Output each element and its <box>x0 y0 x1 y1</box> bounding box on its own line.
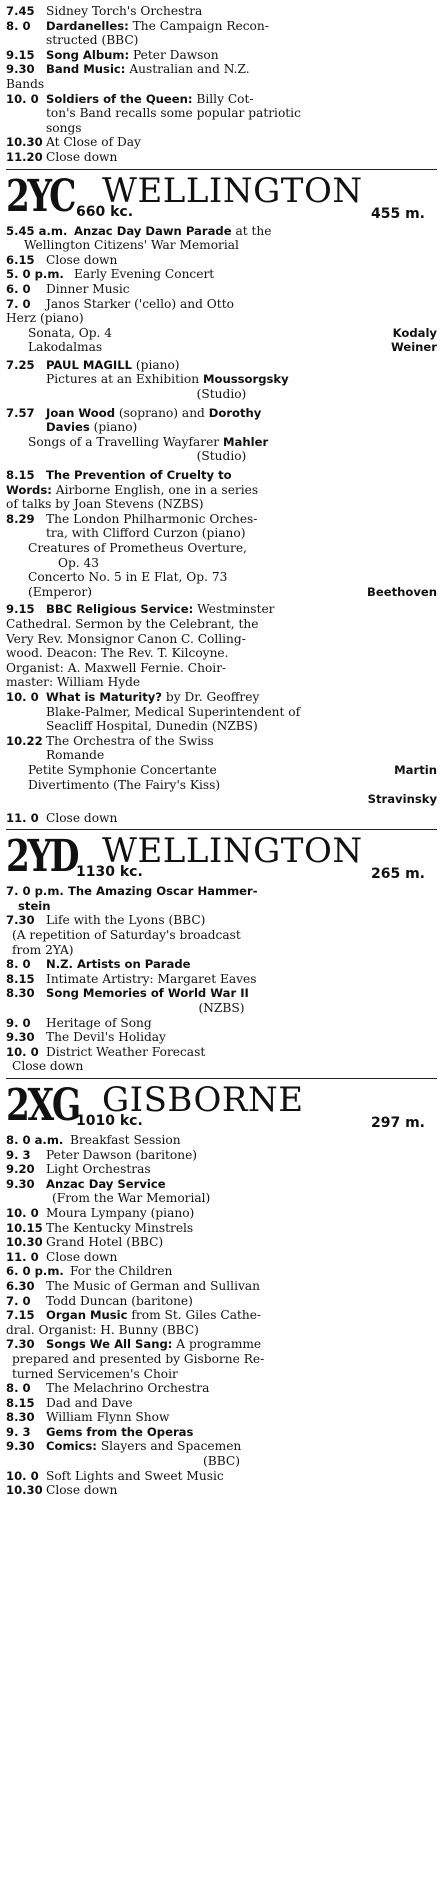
listing-entry <box>6 1483 437 1498</box>
time: 10. 0 <box>6 91 39 106</box>
program-text: Todd Duncan (baritone) <box>46 1293 193 1308</box>
listing-entry <box>6 253 437 268</box>
time: 10.15 <box>6 1220 43 1235</box>
program-text: District Weather Forecast <box>46 1044 206 1059</box>
time: 9.15 <box>6 47 35 62</box>
time: 10.30 <box>6 1483 43 1498</box>
program-text: Close down <box>46 252 118 267</box>
listing-entry <box>6 297 437 326</box>
time: 6. 0 <box>6 281 31 296</box>
work-title: Op. 43 <box>58 555 100 570</box>
program-text: The Kentucky Minstrels <box>46 1220 194 1235</box>
station-city: GISBORNE <box>102 1080 304 1120</box>
program-text: Slayers and Spacemen <box>100 1439 242 1454</box>
work-title: Divertimento (The Fairy's Kiss) <box>28 777 221 792</box>
program-title: Joan Wood <box>46 405 115 420</box>
program-text: Grand Hotel (BBC) <box>46 1235 164 1250</box>
listing-entry <box>6 62 437 91</box>
listing-entry <box>6 1177 437 1206</box>
listing-entry <box>6 267 437 282</box>
program-text: Intimate Artistry: Margaret Eaves <box>46 971 257 986</box>
composer: Beethoven <box>367 584 437 599</box>
work-line <box>6 326 437 341</box>
listing-entry <box>6 135 437 150</box>
time: 9.30 <box>6 62 35 77</box>
program-text: For the Children <box>70 1264 173 1279</box>
composer: Stravinsky <box>367 792 437 807</box>
program-text-cont: Very Rev. Monsignor Canon C. Colling- <box>6 631 246 646</box>
listing-entry <box>6 1264 437 1279</box>
program-text-cont: ton's Band recalls some popular patriotic <box>46 106 301 121</box>
listing-entry <box>6 690 437 734</box>
listing-entry <box>6 48 437 63</box>
time: 7.57 <box>6 405 35 420</box>
program-text: Close down <box>46 1483 118 1498</box>
listing-entry <box>6 1250 437 1265</box>
work-title: Petite Symphonie Concertante <box>28 762 217 777</box>
program-text: The Devil's Holiday <box>46 1030 166 1045</box>
program-text-cont: structed (BBC) <box>46 33 139 48</box>
time: 8.29 <box>6 511 35 526</box>
time: 7.30 <box>6 913 35 928</box>
time: 5.45 a.m. <box>6 223 68 238</box>
program-text-cont: (piano) <box>93 420 138 435</box>
station-call-sign: 2YC <box>6 170 75 222</box>
program-text: (piano) <box>135 357 180 372</box>
section-continued <box>6 4 437 165</box>
time: 10.30 <box>6 1235 43 1250</box>
station-frequency: 1130 kc. <box>76 864 143 881</box>
program-title: The Prevention of Cruelty to <box>46 468 232 483</box>
program-title: PAUL MAGILL <box>46 357 133 372</box>
listing-entry <box>6 1337 437 1381</box>
listing-entry <box>6 358 437 387</box>
program-text: Janos Starker ('cello) and Otto <box>46 296 234 311</box>
listing-entry <box>6 913 437 957</box>
program-text: Moura Lympany (piano) <box>46 1205 195 1220</box>
time: 7. 0 <box>6 296 31 311</box>
work-line <box>6 541 437 556</box>
time: 9. 3 <box>6 1147 31 1162</box>
time: 9.30 <box>6 1030 35 1045</box>
program-text-cont: Seacliff Hospital, Dunedin (NZBS) <box>46 719 258 734</box>
studio-note: (Studio) <box>196 449 247 464</box>
program-text-cont: turned Servicemen's Choir <box>12 1366 178 1381</box>
program-text-cont: (A repetition of Saturday's broadcast <box>12 928 241 943</box>
program-text: The Campaign Recon- <box>132 18 269 33</box>
station-frequency: 1010 kc. <box>76 1113 143 1129</box>
listing-entry <box>6 1133 437 1148</box>
composer: Kodaly <box>392 325 437 340</box>
listing-entry <box>6 1410 437 1425</box>
listing-entry <box>6 986 437 1001</box>
listing-entry <box>6 1308 437 1337</box>
composer: Weiner <box>390 340 437 355</box>
station-header-2yc <box>6 169 437 224</box>
program-text-cont: Wellington Citizens' War Memorial <box>24 238 239 253</box>
program-text: A programme <box>176 1337 262 1352</box>
program-title: Organ Music <box>46 1308 128 1323</box>
time: 7.15 <box>6 1308 35 1323</box>
source-note: (BBC) <box>203 1454 240 1469</box>
station-wavelength: 455 m. <box>370 205 425 222</box>
time: 7. 0 p.m. <box>6 884 64 899</box>
time: 10.30 <box>6 135 43 150</box>
time: 6. 0 p.m. <box>6 1264 64 1279</box>
station-frequency: 660 kc. <box>76 203 134 220</box>
station-call-sign: 2YD <box>6 831 78 883</box>
listing-entry <box>6 884 437 913</box>
time: 10. 0 <box>6 1468 39 1483</box>
program-text-cont: Bands <box>6 76 45 91</box>
time: 10. 0 <box>6 689 39 704</box>
studio-note: (Studio) <box>196 387 247 402</box>
program-text: Close down <box>46 149 118 164</box>
program-text-cont: Organist: A. Maxwell Fernie. Choir- <box>6 660 227 675</box>
listing-entry <box>6 1016 437 1031</box>
time: 11. 0 <box>6 810 39 825</box>
time: 9.30 <box>6 1439 35 1454</box>
program-title: Song Album: <box>46 47 130 62</box>
time: 10. 0 <box>6 1044 39 1059</box>
program-text: At Close of Day <box>46 135 141 150</box>
work-line <box>6 340 437 355</box>
program-text-cont: dral. Organist: H. Bunny (BBC) <box>6 1322 199 1337</box>
program-text: Westminster <box>197 602 275 617</box>
time: 11.20 <box>6 149 43 164</box>
time: 7.30 <box>6 1337 35 1352</box>
program-title: Band Music: <box>46 62 126 77</box>
program-text: Soft Lights and Sweet Music <box>46 1468 224 1483</box>
program-text: Close down <box>46 1249 118 1264</box>
program-title: What is Maturity? <box>46 689 163 704</box>
listing-entry <box>6 734 437 763</box>
station-city: WELLINGTON <box>102 831 363 872</box>
program-text-cont: Romande <box>46 748 105 763</box>
program-text: Peter Dawson (baritone) <box>46 1147 198 1162</box>
time: 9. 3 <box>6 1424 31 1439</box>
program-text: Light Orchestras <box>46 1162 151 1177</box>
program-text-cont: Herz (piano) <box>6 311 84 326</box>
program-text-cont: wood. Deacon: The Rev. T. Kilcoyne. <box>6 646 229 661</box>
radio-listings-page <box>6 4 437 1498</box>
time: 5. 0 p.m. <box>6 267 64 282</box>
program-text-cont: Airborne English, one in a series <box>55 482 259 497</box>
time: 9.20 <box>6 1162 35 1177</box>
time: 9.30 <box>6 1176 35 1191</box>
time: 8.15 <box>6 971 35 986</box>
composer: Martin <box>394 762 437 777</box>
program-text-cont: master: William Hyde <box>6 675 141 690</box>
program-text-cont: of talks by Joan Stevens (NZBS) <box>6 497 204 512</box>
listing-entry <box>6 1162 437 1177</box>
program-title: Anzac Day Service <box>46 1176 166 1191</box>
program-text-cont: Close down <box>12 1059 84 1074</box>
listing-entry <box>6 1425 437 1440</box>
time: 10. 0 <box>6 1205 39 1220</box>
program-title: Words: <box>6 482 52 497</box>
work-line <box>6 570 437 585</box>
listing-entry <box>6 972 437 987</box>
program-text: at the <box>235 223 272 238</box>
program-text: Heritage of Song <box>46 1015 152 1030</box>
listing-entry <box>6 811 437 826</box>
program-text: by Dr. Geoffrey <box>165 689 260 704</box>
work-line <box>6 585 437 600</box>
program-text-cont: songs <box>46 120 82 135</box>
time: 8.30 <box>6 986 35 1001</box>
station-wavelength: 297 m. <box>370 1115 425 1131</box>
program-text: Billy Cot- <box>196 91 254 106</box>
program-title: Songs We All Sang: <box>46 1337 173 1352</box>
program-text: William Flynn Show <box>46 1410 170 1425</box>
listing-entry <box>6 1235 437 1250</box>
station-call-sign: 2XG <box>6 1080 79 1131</box>
work-line <box>6 778 437 793</box>
time: 9. 0 <box>6 1015 31 1030</box>
section-2yc <box>6 224 437 826</box>
station-wavelength: 265 m. <box>370 866 425 883</box>
program-title: The Amazing Oscar Hammer- <box>68 884 258 899</box>
program-text: The Orchestra of the Swiss <box>46 733 214 748</box>
listing-entry <box>6 19 437 48</box>
program-title: Comics: <box>46 1439 97 1454</box>
program-text: Dinner Music <box>46 281 130 296</box>
program-text: (soprano) and <box>118 405 205 420</box>
program-title: Anzac Day Dawn Parade <box>74 223 232 238</box>
composer: Moussorgsky <box>202 372 289 387</box>
program-title: Davies <box>46 420 90 435</box>
time: 8. 0 a.m. <box>6 1133 64 1147</box>
time: 8.15 <box>6 468 35 483</box>
listing-entry <box>6 1045 437 1074</box>
listing-entry <box>6 282 437 297</box>
program-title: Dardanelles: <box>46 18 129 33</box>
program-text: Early Evening Concert <box>74 267 215 282</box>
program-text: Dad and Dave <box>46 1395 133 1410</box>
time: 6.30 <box>6 1278 35 1293</box>
listing-entry <box>6 92 437 136</box>
listing-entry <box>6 1396 437 1411</box>
program-text: Peter Dawson <box>133 47 219 62</box>
time: 7.25 <box>6 357 35 372</box>
time: 7.45 <box>6 4 35 18</box>
listing-entry <box>6 468 437 512</box>
time: 8. 0 <box>6 18 31 33</box>
listing-entry <box>6 1294 437 1309</box>
source-note: (NZBS) <box>198 1001 245 1016</box>
program-text: Sidney Torch's Orchestra <box>46 4 203 18</box>
composer: Mahler <box>223 434 269 449</box>
section-2yd <box>6 884 437 1074</box>
program-title: BBC Religious Service: <box>46 602 194 617</box>
listing-entry <box>6 4 437 19</box>
program-text-cont: from 2YA) <box>12 942 74 957</box>
listing-entry <box>6 1279 437 1294</box>
time: 8. 0 <box>6 957 31 972</box>
program-text-cont: Blake-Palmer, Medical Superintendent of <box>46 704 301 719</box>
work-title: Concerto No. 5 in E Flat, Op. 73 <box>28 570 228 585</box>
program-title: Gems from the Operas <box>46 1424 194 1439</box>
time: 11. 0 <box>6 1249 39 1264</box>
program-title: N.Z. Artists on Parade <box>46 957 191 972</box>
listing-entry <box>6 957 437 972</box>
listing-entry <box>6 1469 437 1484</box>
work-title: Pictures at an Exhibition <box>46 372 200 387</box>
program-text: The Music of German and Sullivan <box>46 1278 260 1293</box>
listing-entry <box>6 406 437 435</box>
time: 8.15 <box>6 1395 35 1410</box>
work-line <box>6 435 437 450</box>
program-text: Breakfast Session <box>70 1133 181 1147</box>
program-text: Close down <box>46 810 118 825</box>
program-title: stein <box>18 898 51 913</box>
listing-entry <box>6 1439 437 1454</box>
program-text: from St. Giles Cathe- <box>131 1308 262 1323</box>
program-text-cont: (From the War Memorial) <box>52 1191 211 1206</box>
station-header-2yd <box>6 829 437 884</box>
program-text: Life with the Lyons (BBC) <box>46 913 206 928</box>
work-title: Sonata, Op. 4 <box>28 325 113 340</box>
station-city: WELLINGTON <box>102 170 363 211</box>
work-title: Songs of a Travelling Wayfarer <box>28 434 220 449</box>
listing-entry <box>6 602 437 690</box>
time: 6.15 <box>6 252 35 267</box>
listing-entry <box>6 1206 437 1221</box>
program-text-cont: Cathedral. Sermon by the Celebrant, the <box>6 616 259 631</box>
time: 9.15 <box>6 602 35 617</box>
listing-entry <box>6 1221 437 1236</box>
program-text: Australian and N.Z. <box>129 62 250 77</box>
work-line <box>6 763 437 778</box>
time: 10.22 <box>6 733 43 748</box>
program-title: Soldiers of the Queen: <box>46 91 193 106</box>
program-text: The London Philharmonic Orches- <box>46 511 258 526</box>
section-2xg <box>6 1133 437 1498</box>
listing-entry <box>6 512 437 541</box>
time: 8. 0 <box>6 1381 31 1396</box>
listing-entry <box>6 1381 437 1396</box>
program-text: The Melachrino Orchestra <box>46 1381 210 1396</box>
time: 7. 0 <box>6 1293 31 1308</box>
program-title: Song Memories of World War II <box>46 986 249 1001</box>
listing-entry <box>6 224 437 253</box>
listing-entry <box>6 150 437 165</box>
listing-entry <box>6 1030 437 1045</box>
program-text-cont: tra, with Clifford Curzon (piano) <box>46 526 246 541</box>
work-title: Creatures of Prometheus Overture, <box>28 541 247 555</box>
listing-entry <box>6 1148 437 1163</box>
work-title: Lakodalmas <box>28 340 103 355</box>
station-header-2xg <box>6 1078 437 1133</box>
work-line <box>6 556 437 571</box>
time: 8.30 <box>6 1410 35 1425</box>
program-title: Dorothy <box>208 405 262 420</box>
work-title: (Emperor) <box>28 584 92 599</box>
program-text-cont: prepared and presented by Gisborne Re- <box>12 1351 265 1366</box>
